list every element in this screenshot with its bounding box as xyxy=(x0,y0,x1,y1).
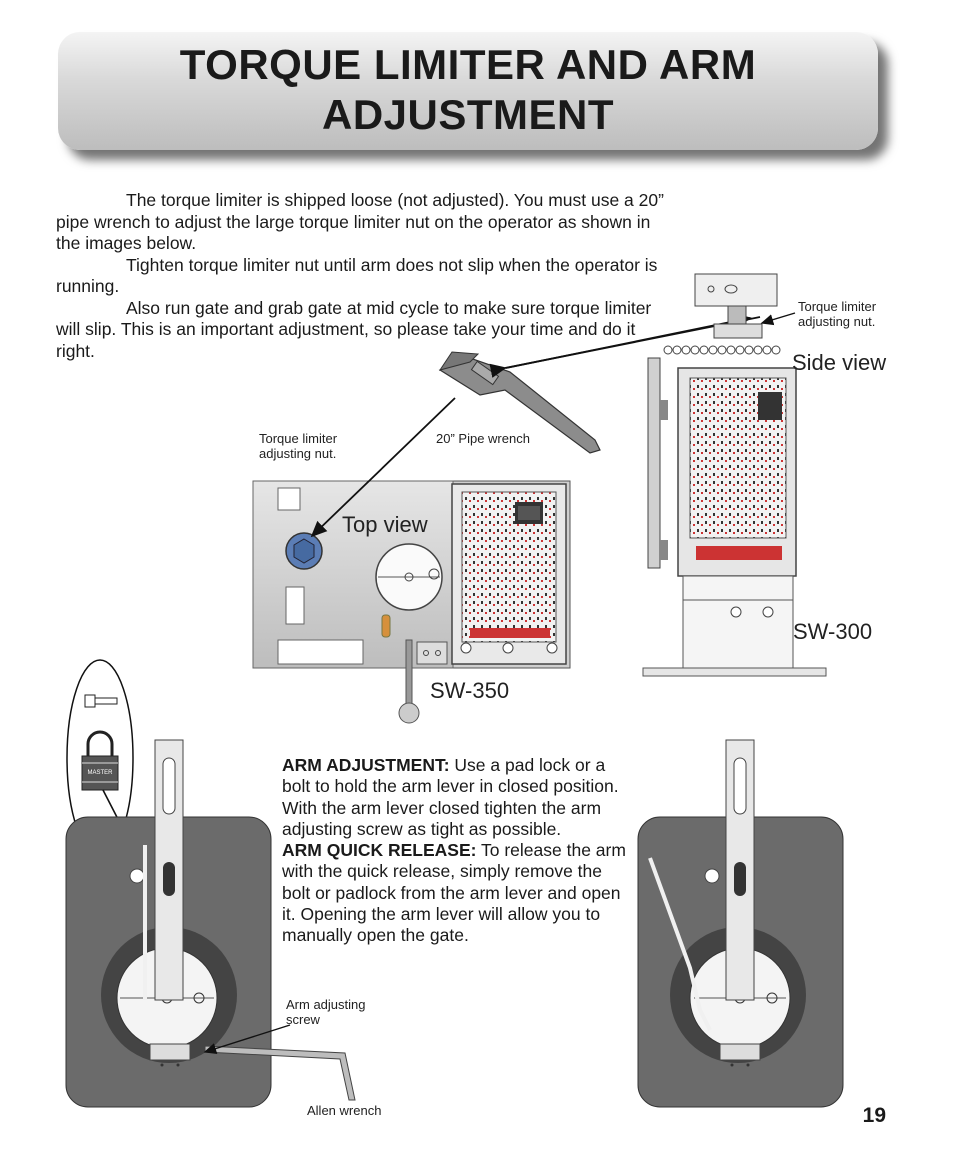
side-nut-label xyxy=(798,299,876,329)
page-title-line-1: TORQUE LIMITER AND ARM xyxy=(179,41,757,88)
arm-adjustment-paragraph xyxy=(282,755,632,840)
intro-paragraph-2: Tighten torque limiter nut until arm does not slip when the operator is running. xyxy=(56,254,658,296)
arm-instructions xyxy=(282,755,632,947)
top-nut-label-line-1: Torque limiter xyxy=(259,431,338,446)
arm-release-body: To release the arm with the quick release, simply remove the bolt or padlock from the arm lever and open it. Opening the arm lever will allow you to manually open the gate. xyxy=(282,840,626,946)
arm-open-diagram xyxy=(638,740,843,1107)
padlock-brand: MASTER xyxy=(87,770,113,776)
sw300-label: SW-300 xyxy=(793,619,873,644)
pipe-wrench-label: 20” Pipe wrench xyxy=(436,431,530,446)
sprocket-chain xyxy=(664,346,780,354)
arm-screw-label-line-1: Arm adjusting xyxy=(286,997,366,1012)
arm-adjustment-body: Use a pad lock or a bolt to hold the arm lever in closed position. With the arm lever closed tighten the arm adjusting screw as tight as possible. xyxy=(282,755,619,839)
bolt-icon xyxy=(95,698,117,704)
arm-adjustment-heading: ARM ADJUSTMENT: xyxy=(282,755,450,775)
side-nut-label-line-2: adjusting nut. xyxy=(798,314,876,329)
arm-release-paragraph xyxy=(282,840,632,946)
sw350-label: SW-350 xyxy=(430,678,510,703)
intro-paragraph-1: The torque limiter is shipped loose (not adjusted). You must use a 20” pipe wrench to adjust the large torque limiter nut on the operator as shown in the images below. xyxy=(56,190,664,253)
top-view-label: Top view xyxy=(342,512,428,537)
page-number: 19 xyxy=(862,1104,886,1127)
arm-screw-label xyxy=(286,997,365,1027)
arm-release-heading: ARM QUICK RELEASE: xyxy=(282,840,477,861)
top-nut-label xyxy=(259,431,337,461)
top-nut-label-line-2: adjusting nut. xyxy=(259,446,337,461)
intro-paragraph-3: Also run gate and grab gate at mid cycle to make sure torque limiter will slip. This is an important adjustment, so please take your time and do it right. xyxy=(56,297,652,361)
page-title-line-2: ADJUSTMENT xyxy=(321,91,614,138)
side-view-label: Side view xyxy=(792,350,887,375)
arm-screw-label-line-2: screw xyxy=(286,1012,320,1027)
side-nut-label-line-1: Torque limiter xyxy=(798,299,877,314)
allen-wrench-label: Allen wrench xyxy=(307,1103,382,1118)
